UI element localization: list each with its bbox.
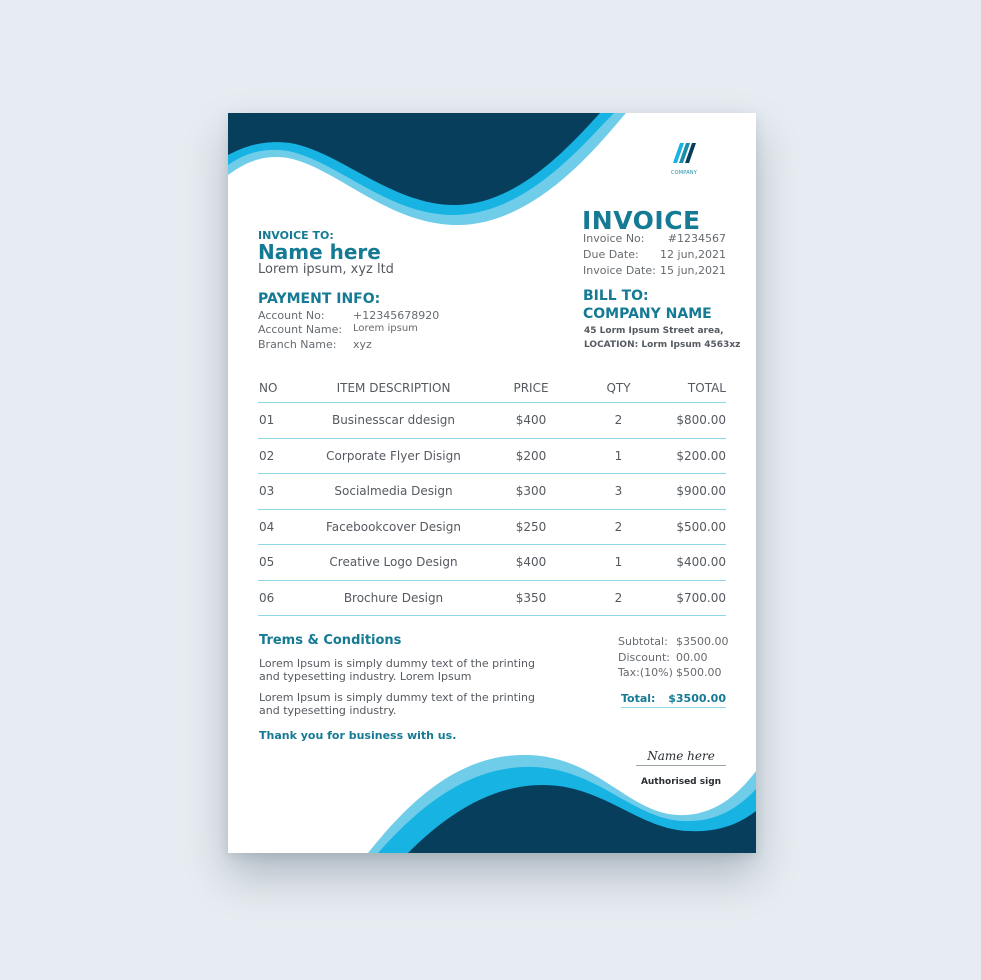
payment-row: Branch Name: xyz <box>258 338 372 351</box>
thank-you-note: Thank you for business with us. <box>259 729 457 742</box>
table-row: 03 Socialmedia Design $300 3 $900.00 <box>258 474 726 510</box>
summary-total: Total: $3500.00 <box>621 692 726 708</box>
client-company: Lorem ipsum, xyz ltd <box>258 262 394 277</box>
table-header <box>258 373 726 403</box>
summary-subtotal: Subtotal: $3500.00 <box>618 635 729 648</box>
company-logo-icon <box>671 141 697 165</box>
signature-block <box>636 749 726 788</box>
payment-row: Account No: +12345678920 <box>258 309 440 322</box>
terms-paragraph-2: Lorem Ipsum is simply dummy text of the printing and typesetting industry. <box>259 691 535 717</box>
signature-line <box>636 765 726 766</box>
signature-label: Authorised sign <box>640 777 722 787</box>
bill-to-heading: BILL TO: <box>583 288 649 304</box>
header-total: TOTAL <box>687 380 726 395</box>
meta-invoice-date: Invoice Date: 15 jun,2021 <box>583 264 726 277</box>
company-logo <box>665 141 703 176</box>
signature-script: Name here <box>647 749 715 763</box>
logo-text: COMPANY <box>670 170 698 176</box>
terms-heading: Trems & Conditions <box>259 633 402 648</box>
meta-invoice-no: Invoice No: #1234567 <box>583 232 726 245</box>
bill-to-company: COMPANY NAME <box>583 306 712 322</box>
table-row: 06 Brochure Design $350 2 $700.00 <box>258 581 726 617</box>
bill-to-address-2: LOCATION: Lorm Ipsum 4563xz <box>584 340 741 350</box>
terms-paragraph-1: Lorem Ipsum is simply dummy text of the printing and typesetting industry. Lorem Ipsum <box>259 657 535 683</box>
table-row: 05 Creative Logo Design $400 1 $400.00 <box>258 545 726 581</box>
table-row: 01 Businesscar ddesign $400 2 $800.00 <box>258 403 726 439</box>
summary-tax: Tax:(10%) $500.00 <box>618 666 722 679</box>
bill-to-address-1: 45 Lorm Ipsum Street area, <box>584 326 724 336</box>
header-price: PRICE <box>513 380 549 395</box>
invoice-paper <box>228 113 756 853</box>
table-row: 04 Facebookcover Design $250 2 $500.00 <box>258 510 726 546</box>
header-qty: QTY <box>606 380 631 395</box>
header-no: NO <box>259 380 278 395</box>
invoice-title: INVOICE <box>582 206 701 235</box>
payment-row: Account Name: Lorem ipsum <box>258 323 418 336</box>
meta-due-date: Due Date: 12 jun,2021 <box>583 248 726 261</box>
summary-discount: Discount: 00.00 <box>618 651 708 664</box>
client-name: Name here <box>258 240 381 264</box>
header-desc: ITEM DESCRIPTION <box>336 380 451 395</box>
table-row: 02 Corporate Flyer Disign $200 1 $200.00 <box>258 439 726 475</box>
items-table <box>258 373 726 616</box>
invoice-to-label: INVOICE TO: <box>258 229 334 242</box>
payment-info-heading: PAYMENT INFO: <box>258 291 381 307</box>
